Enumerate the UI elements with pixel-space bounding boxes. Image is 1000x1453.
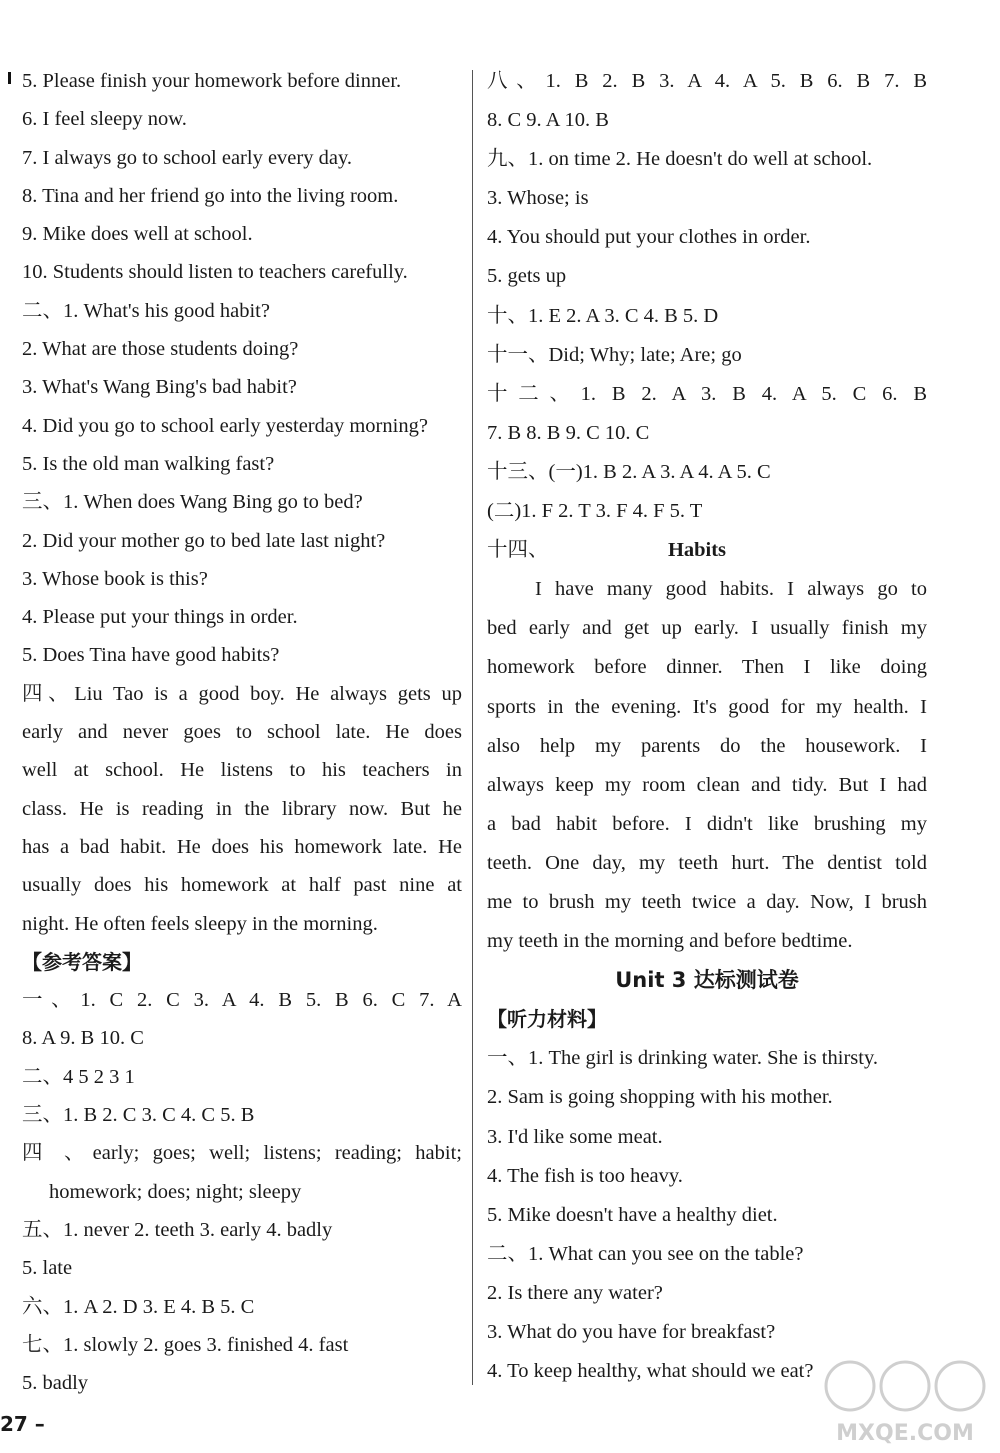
page-number: 27 – xyxy=(0,1412,45,1436)
listening-line: 2. Is there any water? xyxy=(487,1281,663,1304)
answer-line: 7. B 8. B 9. C 10. C xyxy=(487,421,650,444)
answer-line: (二)1. F 2. T 3. F 4. F 5. T xyxy=(487,500,703,523)
answer-line: 十一、Did; Why; late; Are; go xyxy=(487,343,742,366)
listening-line: 4. To keep healthy, what should we eat? xyxy=(487,1360,814,1383)
answer-line: 5. gets up xyxy=(487,265,567,288)
answer-line: 5. badly xyxy=(22,1372,89,1395)
passage-line: night. He often feels sleepy in the morning. xyxy=(22,912,378,935)
listening-line: 5. Mike doesn't have a healthy diet. xyxy=(487,1203,778,1226)
answer-line: 三、1. B 2. C 3. C 4. C 5. B xyxy=(22,1104,255,1127)
essay-line: homework before dinner. Then I like doing xyxy=(487,656,927,679)
answer-line: 8. C 9. A 10. B xyxy=(487,109,609,132)
unit-heading: Unit 3 达标测试卷 xyxy=(615,968,799,993)
section-label-listening: 【听力材料】 xyxy=(487,1007,607,1032)
essay-title: Habits xyxy=(667,539,727,562)
text-line: 二、1. What's his good habit? xyxy=(22,299,270,322)
essay-line: sports in the evening. It's good for my health. I xyxy=(487,695,927,718)
listening-line: 一、1. The girl is drinking water. She is thirsty. xyxy=(487,1047,878,1070)
text-line: 6. I feel sleepy now. xyxy=(22,108,187,131)
answer-line: 5. late xyxy=(22,1257,73,1280)
listening-line: 4. The fish is too heavy. xyxy=(487,1164,683,1187)
right-column xyxy=(487,62,927,1391)
essay-number: 十四、 xyxy=(487,539,549,562)
answer-line: 一、1. C 2. C 3. A 4. B 5. B 6. C 7. A xyxy=(22,989,462,1012)
text-line: 8. Tina and her friend go into the living room. xyxy=(22,184,399,207)
passage-line: has a bad habit. He does his homework late. He xyxy=(22,835,462,858)
answer-line: 四 、early; goes; well; listens; reading; habit; xyxy=(22,1142,462,1165)
answer-line: homework; does; night; sleepy xyxy=(49,1180,302,1203)
margin-mark xyxy=(8,72,11,84)
watermark-icon xyxy=(820,1348,990,1448)
listening-line: 3. What do you have for breakfast? xyxy=(487,1321,776,1343)
text-line: 5. Does Tina have good habits? xyxy=(22,644,280,667)
answer-line: 二、4 5 2 3 1 xyxy=(22,1065,135,1088)
answer-line: 七、1. slowly 2. goes 3. finished 4. fast xyxy=(22,1333,349,1356)
text-line: 5. Please finish your homework before dinner. xyxy=(22,70,402,92)
section-label-answers: 【参考答案】 xyxy=(22,949,142,974)
listening-line: 3. I'd like some meat. xyxy=(487,1125,663,1148)
answer-line: 十三、(一)1. B 2. A 3. A 4. A 5. C xyxy=(487,460,771,483)
answer-line: 十、1. E 2. A 3. C 4. B 5. D xyxy=(487,304,719,327)
passage-line: usually does his homework at half past nine at xyxy=(22,874,462,897)
text-line: 2. What are those students doing? xyxy=(22,338,299,361)
answer-line: 3. Whose; is xyxy=(487,187,589,210)
essay-title-row xyxy=(487,531,927,570)
column-divider xyxy=(472,70,473,1385)
watermark-logo xyxy=(820,1348,990,1448)
passage-line: class. He is reading in the library now. But he xyxy=(22,797,462,820)
text-line: 3. What's Wang Bing's bad habit? xyxy=(22,376,297,399)
essay-line: I have many good habits. I always go to xyxy=(535,578,927,601)
answer-line: 九、1. on time 2. He doesn't do well at school. xyxy=(487,148,873,171)
text-line: 3. Whose book is this? xyxy=(22,567,208,590)
essay-line: always keep my room clean and tidy. But I had xyxy=(487,773,927,796)
essay-line: me to brush my teeth twice a day. Now, I brush xyxy=(487,890,927,913)
passage-line: early and never goes to school late. He does xyxy=(22,721,462,744)
answer-line: 五、1. never 2. teeth 3. early 4. badly xyxy=(22,1218,333,1241)
passage-line: well at school. He listens to his teachers in xyxy=(22,759,462,782)
left-column xyxy=(22,62,462,1402)
text-line: 三、1. When does Wang Bing go to bed? xyxy=(22,491,363,514)
text-line: 5. Is the old man walking fast? xyxy=(22,452,275,475)
answer-line: 4. You should put your clothes in order. xyxy=(487,226,811,249)
answer-line: 八、1. B 2. B 3. A 4. A 5. B 6. B 7. B xyxy=(487,70,927,92)
text-line: 4. Did you go to school early yesterday morning? xyxy=(22,414,428,437)
passage-line: 四、Liu Tao is a good boy. He always gets up xyxy=(22,682,462,705)
text-line: 2. Did your mother go to bed late last night? xyxy=(22,529,386,552)
answer-line: 8. A 9. B 10. C xyxy=(22,1027,144,1050)
text-line: 9. Mike does well at school. xyxy=(22,223,253,246)
text-line: 4. Please put your things in order. xyxy=(22,606,298,629)
listening-line: 二、1. What can you see on the table? xyxy=(487,1242,804,1265)
essay-line: a bad habit before. I didn't like brushing my xyxy=(487,812,927,835)
answer-line: 十二、1. B 2. A 3. B 4. A 5. C 6. B xyxy=(487,382,927,405)
essay-line: teeth. One day, my teeth hurt. The dentist told xyxy=(487,851,927,874)
listening-line: 2. Sam is going shopping with his mother. xyxy=(487,1086,833,1109)
essay-line: my teeth in the morning and before bedtime. xyxy=(487,930,853,953)
text-line: 10. Students should listen to teachers carefully. xyxy=(22,261,408,284)
text-line: 7. I always go to school early every day. xyxy=(22,146,352,169)
answer-line: 六、1. A 2. D 3. E 4. B 5. C xyxy=(22,1295,255,1318)
watermark-text: MXQE.COM xyxy=(836,1421,974,1446)
essay-line: bed early and get up early. I usually finish my xyxy=(487,617,927,640)
essay-line: also help my parents do the housework. I xyxy=(487,734,927,757)
